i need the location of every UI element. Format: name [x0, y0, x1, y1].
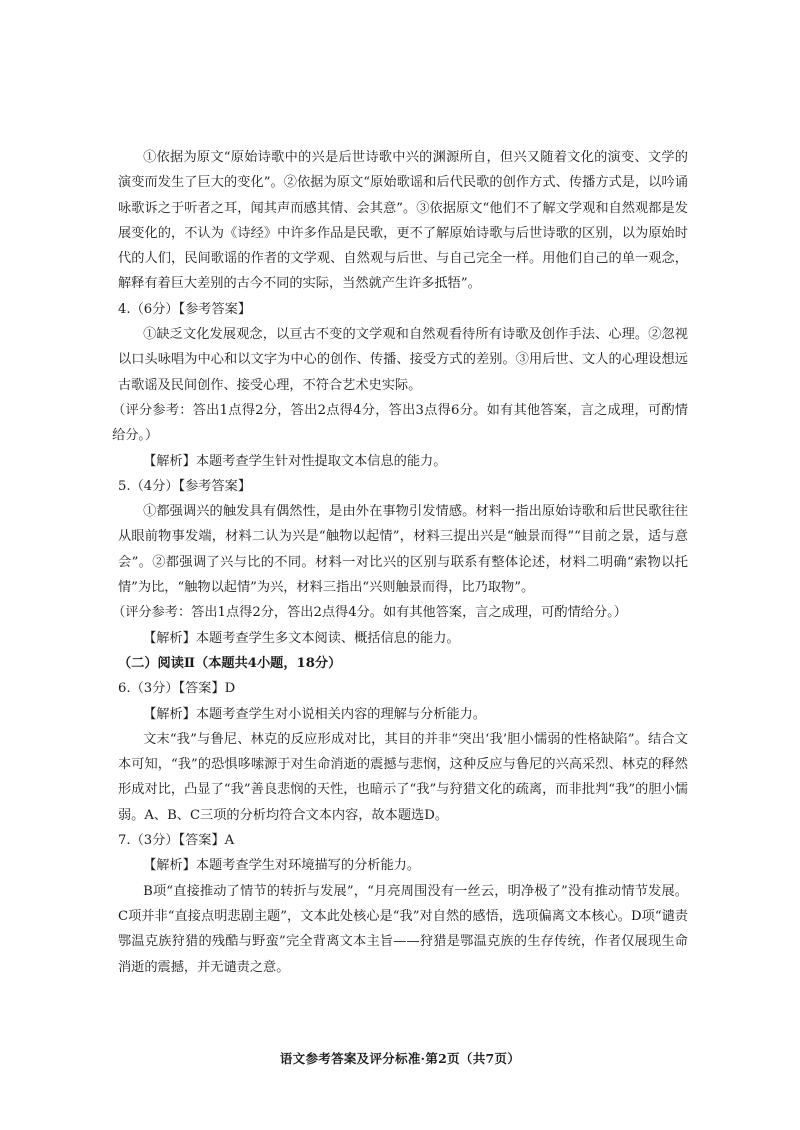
- answer-document: [112, 0, 688, 980]
- q4-heading: 4.（6分）【参考答案】: [118, 301, 252, 317]
- page-footer: 语文参考答案及评分标准·第2页（共7页）: [279, 1051, 521, 1066]
- q7-heading: 7.（3分）【答案】A: [118, 833, 235, 849]
- q4-scoring-note: （评分参考：答出1点得2分，答出2点得4分，答出3点得6分。如有其他答案，言之成理，可酌情给分。）: [112, 402, 688, 444]
- q7-analysis-label: 【解析】本题考查学生对环境描写的分析能力。: [143, 858, 421, 874]
- q6-heading: 6.（3分）【答案】D: [118, 681, 236, 697]
- q6-analysis-label: 【解析】本题考查学生对小说相关内容的理解与分析能力。: [143, 706, 486, 722]
- q6-analysis: 文末“我”与鲁尼、林克的反应形成对比，其目的并非“突出‘我’胆小懦弱的性格缺陷”。结合文本可知，“我”的恐惧哆嗦源于对生命消逝的震撼与悲悯，这种反应与鲁尼的兴高采烈、林克的释然形成对比，凸显了“我”善良悲悯的天性，也暗示了“我”与狩猎文化的疏离，而非批判“我”的胆小懦弱。A、B、C三项的分析均符合文本内容，故本题选D。: [118, 731, 688, 823]
- q4-analysis: 【解析】本题考查学生针对性提取文本信息的能力。: [143, 453, 447, 469]
- q5-heading: 5.（4分）【参考答案】: [118, 478, 252, 494]
- q7-analysis: B项“直接推动了情节的转折与发展”，“月亮周围没有一丝云，明净极了”没有推动情节发展。C项并非“直接点明悲剧主题”，文本此处核心是“我”对自然的感悟，选项偏离文本核心。D项“谴责鄂温克族狩猎的残酷与野蛮”完全背离文本主旨——狩猎是鄂温克族的生存传统，作者仅展现生命消逝的震撼，并无谴责之意。: [118, 883, 688, 975]
- q3-analysis: ①依据为原文“原始诗歌中的兴是后世诗歌中兴的渊源所自，但兴又随着文化的演变、文学的演变而发生了巨大的变化”。②依据为原文“原始歌谣和后代民歌的创作方式、传播方式是，以吟诵咏歌诉之于听者之耳，闻其声而感其情、会其意”。③依据原文“他们不了解文学观和自然观都是发展变化的，不认为《诗经》中许多作品是民歌，更不了解原始诗歌与后世诗歌的区别，以为原始时代的人们，民间歌谣的作者的文学观、自然观与后世、与自己完全一样。用他们自己的单一观念，解释有着巨大差别的古今不同的实际，当然就产生许多抵牾”。: [118, 150, 688, 292]
- section-heading-reading-2: （二）阅读Ⅱ（本题共4小题，18分）: [118, 655, 342, 671]
- q5-scoring-note: （评分参考：答出1点得2分，答出2点得4分。如有其他答案，言之成理，可酌情给分。）: [112, 605, 627, 621]
- q4-answer: ①缺乏文化发展观念，以亘古不变的文学观和自然观看待所有诗歌及创作手法、心理。②忽视以口头咏唱为中心和以文字为中心的创作、传播、接受方式的差别。③用后世、文人的心理设想远古歌谣及民间创作、接受心理，不符合艺术史实际。: [118, 327, 688, 393]
- q5-analysis: 【解析】本题考查学生多文本阅读、概括信息的能力。: [143, 630, 460, 646]
- q5-answer: ①都强调兴的触发具有偶然性，是由外在事物引发情感。材料一指出原始诗歌和后世民歌往往从眼前物事发端，材料二认为兴是“触物以起情”，材料三提出兴是“触景而得”“目前之景，适与意会”。②都强调了兴与比的不同。材料一对比兴的区别与联系有整体论述，材料二明确“索物以托情”为比，“触物以起情”为兴，材料三指出“兴则触景而得，比乃取物”。: [118, 504, 688, 596]
